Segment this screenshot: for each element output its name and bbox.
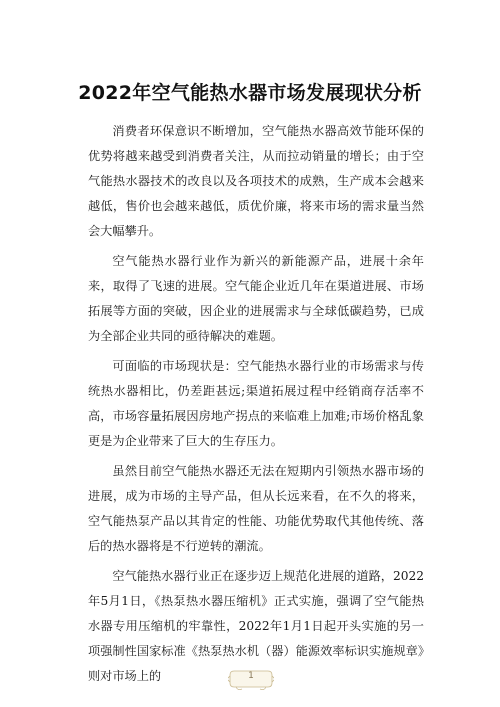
paragraph-3: 可面临的市场现状是：空气能热水器行业的市场需求与传统热水器相比，仍差距甚远;渠道拓展过程中经销商存活率不高，市场容量拓展因房地产拐点的来临难上加难;市场价格乱象更是为企业带来了巨大的生存压力。 xyxy=(88,359,424,448)
paragraph-5: 空气能热水器行业正在逐步迈上规范化进展的道路，2022年5月1日，《热泵热水器压缩机》正式实施，强调了空气能热水器专用压缩机的牢靠性，2022年1月1日起开头实施的另一项强制性国家标准《热泵热水机（器）能源效率标识实施规章》则对市场上的 xyxy=(88,569,424,683)
paragraph-4: 虽然目前空气能热水器还无法在短期内引领热水器市场的进展，成为市场的主导产品，但从长远来看，在不久的将来，空气能热泵产品以其肯定的性能、功能优势取代其他传统、落后的热水器将是不行逆转的潮流。 xyxy=(88,464,424,553)
article-body xyxy=(88,119,424,694)
paragraph-1: 消费者环保意识不断增加，空气能热水器高效节能环保的优势将越来越受到消费者关注，从而拉动销量的增长；由于空气能热水器技术的改良以及各项技术的成熟，生产成本会越来越低，售价也会越来越低，质优价廉，将来市场的需求量当然会大幅攀升。 xyxy=(88,124,424,238)
paragraph-2: 空气能热水器行业作为新兴的新能源产品，进展十余年来，取得了飞速的进展。空气能企业近几年在渠道进展、市场拓展等方面的突破，因企业的进展需求与全球低碳趋势，已成为全部企业共同的亟待解决的难题。 xyxy=(88,254,424,343)
page-number: 1 xyxy=(248,671,254,681)
page-title: 2022年空气能热水器市场发展现状分析 xyxy=(78,82,422,104)
